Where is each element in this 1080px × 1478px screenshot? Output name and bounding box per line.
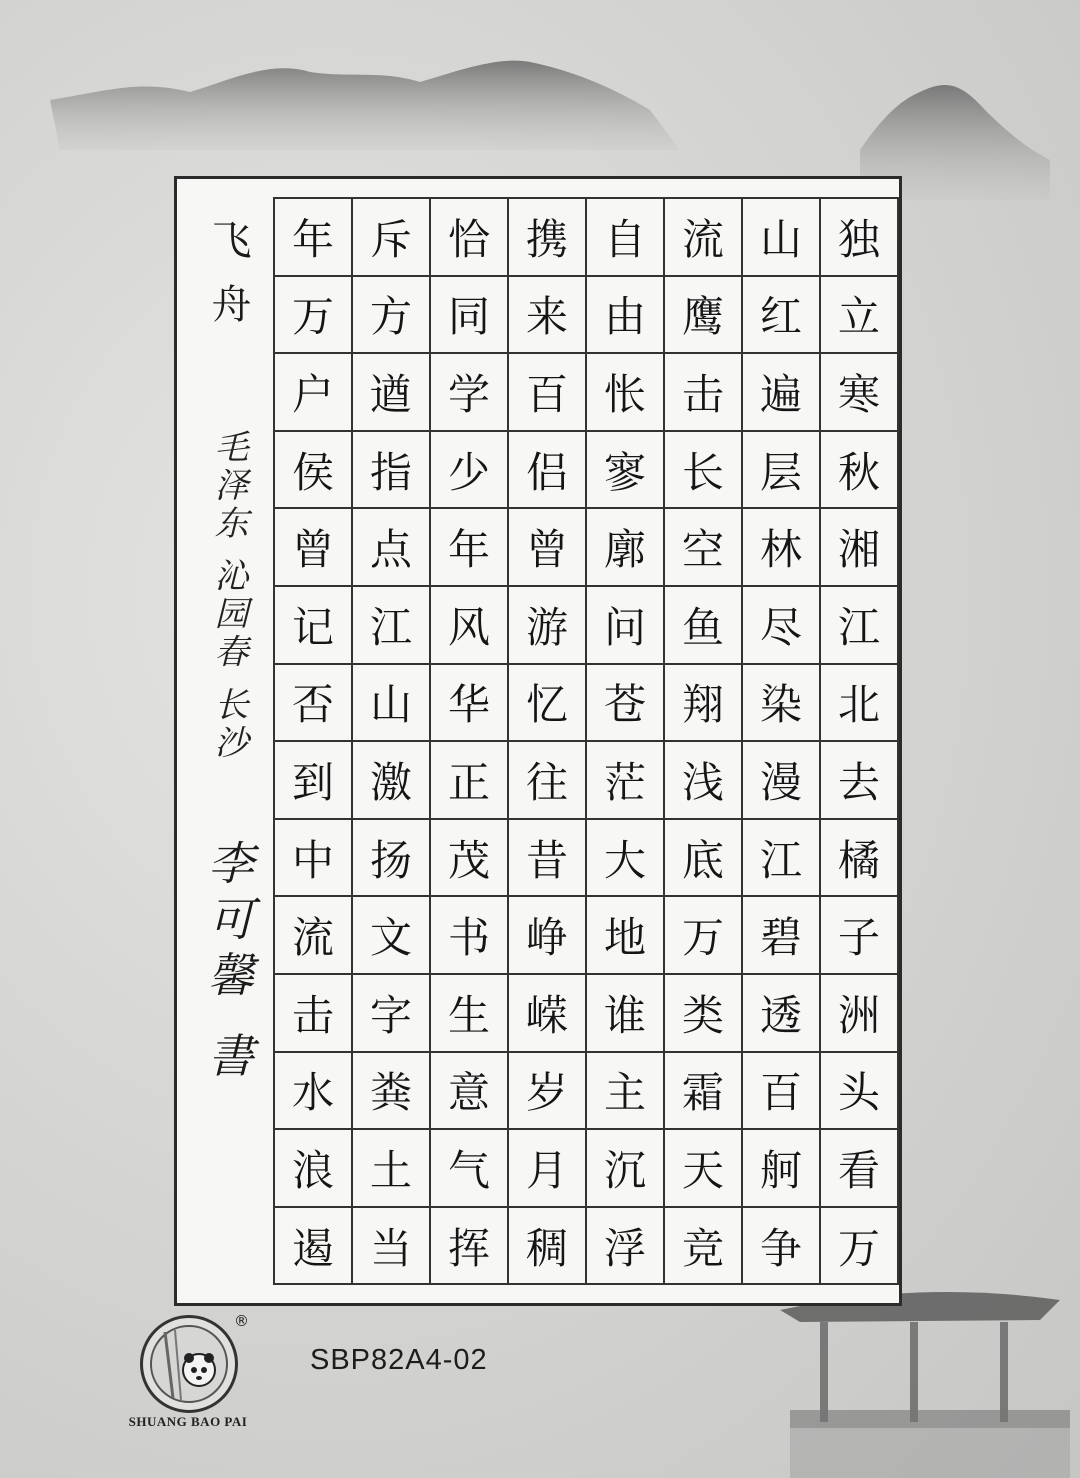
grid-cell: 曾 xyxy=(509,509,587,587)
grid-cell: 大 xyxy=(587,820,665,898)
grid-cell: 自 xyxy=(587,199,665,277)
grid-cell: 字 xyxy=(353,975,431,1053)
grid-cell: 浪 xyxy=(275,1130,353,1208)
grid-cell: 寒 xyxy=(821,354,899,432)
grid-cell: 山 xyxy=(353,665,431,743)
grid-cell: 游 xyxy=(509,587,587,665)
grid-cell: 携 xyxy=(509,199,587,277)
grid-cell: 江 xyxy=(821,587,899,665)
grid-cell: 学 xyxy=(431,354,509,432)
grid-cell: 层 xyxy=(743,432,821,510)
grid-cell: 扬 xyxy=(353,820,431,898)
grid-cell: 茫 xyxy=(587,742,665,820)
calligrapher-signature: 李可馨 書 xyxy=(201,839,255,1088)
grid-cell: 橘 xyxy=(821,820,899,898)
grid-cell: 山 xyxy=(743,199,821,277)
grid-cell: 指 xyxy=(353,432,431,510)
grid-cell: 点 xyxy=(353,509,431,587)
grid-cell: 江 xyxy=(743,820,821,898)
grid-cell: 苍 xyxy=(587,665,665,743)
grid-cell: 方 xyxy=(353,277,431,355)
registered-mark: ® xyxy=(234,1312,249,1330)
grid-cell: 长 xyxy=(665,432,743,510)
grid-cell: 碧 xyxy=(743,897,821,975)
brand-name: SHUANG BAO PAI xyxy=(128,1414,248,1429)
grid-cell: 万 xyxy=(821,1208,899,1286)
grid-cell: 水 xyxy=(275,1053,353,1131)
grid-cell: 空 xyxy=(665,509,743,587)
grid-cell: 立 xyxy=(821,277,899,355)
grid-cell: 问 xyxy=(587,587,665,665)
grid-cell: 侯 xyxy=(275,432,353,510)
grid-cell: 曾 xyxy=(275,509,353,587)
grid-cell: 激 xyxy=(353,742,431,820)
grid-cell: 沉 xyxy=(587,1130,665,1208)
grid-cell: 遏 xyxy=(275,1208,353,1286)
grid-cell: 湘 xyxy=(821,509,899,587)
grid-cell: 头 xyxy=(821,1053,899,1131)
grid-cell: 年 xyxy=(431,509,509,587)
grid-cell: 秋 xyxy=(821,432,899,510)
grid-cell: 土 xyxy=(353,1130,431,1208)
grid-cell: 翔 xyxy=(665,665,743,743)
side-inscription xyxy=(191,199,265,1289)
grid-cell: 忆 xyxy=(509,665,587,743)
grid-cell: 染 xyxy=(743,665,821,743)
product-code: SBP82A4-02 xyxy=(310,1344,488,1376)
grid-cell: 林 xyxy=(743,509,821,587)
grid-cell: 万 xyxy=(665,897,743,975)
poem-title: 飞舟 xyxy=(205,219,251,347)
grid-cell: 当 xyxy=(353,1208,431,1286)
grid-cell: 鱼 xyxy=(665,587,743,665)
grid-cell: 争 xyxy=(743,1208,821,1286)
grid-cell: 记 xyxy=(275,587,353,665)
grid-cell: 嵘 xyxy=(509,975,587,1053)
grid-cell: 正 xyxy=(431,742,509,820)
grid-cell: 北 xyxy=(821,665,899,743)
grid-cell: 同 xyxy=(431,277,509,355)
grid-cell: 谁 xyxy=(587,975,665,1053)
grid-cell: 透 xyxy=(743,975,821,1053)
grid-cell: 岁 xyxy=(509,1053,587,1131)
grid-cell: 地 xyxy=(587,897,665,975)
grid-cell: 生 xyxy=(431,975,509,1053)
grid-cell: 斥 xyxy=(353,199,431,277)
grid-cell: 漫 xyxy=(743,742,821,820)
grid-cell: 中 xyxy=(275,820,353,898)
grid-cell: 粪 xyxy=(353,1053,431,1131)
grid-cell: 怅 xyxy=(587,354,665,432)
grid-cell: 稠 xyxy=(509,1208,587,1286)
grid-cell: 看 xyxy=(821,1130,899,1208)
grid-cell: 挥 xyxy=(431,1208,509,1286)
grid-cell: 气 xyxy=(431,1130,509,1208)
grid-cell: 少 xyxy=(431,432,509,510)
grid-cell: 月 xyxy=(509,1130,587,1208)
author-line: 毛泽东 沁园春 长沙 xyxy=(208,429,248,763)
grid-cell: 百 xyxy=(509,354,587,432)
grid-cell: 风 xyxy=(431,587,509,665)
grid-cell: 书 xyxy=(431,897,509,975)
grid-cell: 遍 xyxy=(743,354,821,432)
grid-cell: 户 xyxy=(275,354,353,432)
grid-cell: 万 xyxy=(275,277,353,355)
grid-cell: 独 xyxy=(821,199,899,277)
grid-cell: 昔 xyxy=(509,820,587,898)
grid-cell: 廓 xyxy=(587,509,665,587)
grid-cell: 年 xyxy=(275,199,353,277)
grid-cell: 百 xyxy=(743,1053,821,1131)
grid-cell: 恰 xyxy=(431,199,509,277)
grid-cell: 鹰 xyxy=(665,277,743,355)
grid-cell: 霜 xyxy=(665,1053,743,1131)
grid-cell: 洲 xyxy=(821,975,899,1053)
copybook-sheet xyxy=(174,176,902,1306)
grid-cell: 击 xyxy=(275,975,353,1053)
grid-cell: 底 xyxy=(665,820,743,898)
grid-cell: 寥 xyxy=(587,432,665,510)
grid-cell: 否 xyxy=(275,665,353,743)
grid-cell: 浅 xyxy=(665,742,743,820)
grid-cell: 茂 xyxy=(431,820,509,898)
grid-cell: 舸 xyxy=(743,1130,821,1208)
grid-cell: 流 xyxy=(275,897,353,975)
grid-cell: 击 xyxy=(665,354,743,432)
grid-cell: 峥 xyxy=(509,897,587,975)
grid-cell: 江 xyxy=(353,587,431,665)
grid-cell: 流 xyxy=(665,199,743,277)
panda-bamboo-logo-icon xyxy=(140,1315,238,1413)
grid-cell: 意 xyxy=(431,1053,509,1131)
grid-cell: 由 xyxy=(587,277,665,355)
grid-cell: 红 xyxy=(743,277,821,355)
grid-cell: 侣 xyxy=(509,432,587,510)
grid-cell: 天 xyxy=(665,1130,743,1208)
grid-cell: 华 xyxy=(431,665,509,743)
grid-cell: 子 xyxy=(821,897,899,975)
character-grid xyxy=(273,197,899,1285)
grid-cell: 浮 xyxy=(587,1208,665,1286)
grid-cell: 主 xyxy=(587,1053,665,1131)
grid-cell: 尽 xyxy=(743,587,821,665)
grid-cell: 文 xyxy=(353,897,431,975)
grid-cell: 遒 xyxy=(353,354,431,432)
grid-cell: 到 xyxy=(275,742,353,820)
grid-cell: 来 xyxy=(509,277,587,355)
grid-cell: 去 xyxy=(821,742,899,820)
grid-cell: 往 xyxy=(509,742,587,820)
grid-cell: 类 xyxy=(665,975,743,1053)
grid-cell: 竞 xyxy=(665,1208,743,1286)
